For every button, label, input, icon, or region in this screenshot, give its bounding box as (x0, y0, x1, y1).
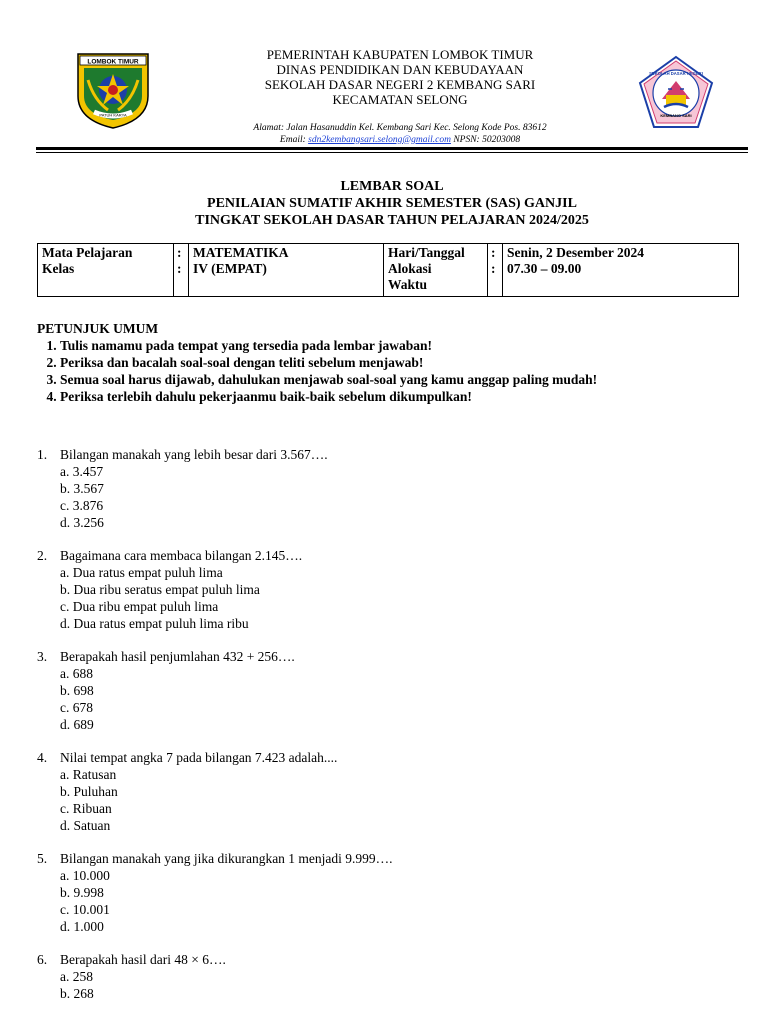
instruction-item: 3. Semua soal harus dijawab, dahulukan menjawab soal-soal yang kamu anggap paling mudah! (60, 371, 737, 388)
label-class: Kelas (42, 261, 75, 276)
value-date: Senin, 2 Desember 2024 (507, 245, 644, 260)
npsn-text: NPSN: 50203008 (453, 134, 521, 145)
question-text: Berapakah hasil dari 48 × 6…. (60, 952, 226, 967)
logo-right-top-text: SEKOLAH DASAR NEGERI (649, 71, 703, 76)
option: b. 9.998 (60, 885, 104, 900)
option: c. 3.876 (60, 498, 104, 513)
question-item (37, 951, 737, 1002)
title-line: PENILAIAN SUMATIF AKHIR SEMESTER (SAS) GANJIL (207, 196, 577, 211)
option: a. 3.457 (60, 464, 104, 479)
title-line: LEMBAR SOAL (340, 179, 444, 194)
value-class: IV (EMPAT) (193, 261, 267, 276)
school-address (200, 123, 600, 146)
title-line: TINGKAT SEKOLAH DASAR TAHUN PELAJARAN 2024/2025 (195, 213, 589, 228)
question-number: 2. (37, 548, 48, 563)
question-text: Bilangan manakah yang jika dikurangkan 1 menjadi 9.999…. (60, 851, 393, 866)
exam-info-table (37, 243, 739, 297)
option: d. Satuan (60, 818, 111, 833)
email-link[interactable]: sdn2kembangsari.selong@gmail.com (308, 134, 451, 145)
kop-line: PEMERINTAH KABUPATEN LOMBOK TIMUR (266, 47, 534, 62)
value-subject: MATEMATIKA (193, 245, 289, 260)
header-rule-thick (36, 147, 748, 150)
question-number: 4. (37, 750, 48, 765)
question-options (37, 665, 737, 733)
info-colons-left: : : (174, 244, 189, 297)
document-titles (36, 178, 748, 229)
option: c. Ribuan (60, 801, 112, 816)
kop-line: KECAMATAN SELONG (332, 92, 468, 107)
instruction-item: 4. Periksa terlebih dahulu pekerjaanmu baik-baik sebelum dikumpulkan! (60, 388, 737, 405)
instruction-item: 2. Periksa dan bacalah soal-soal dengan teliti sebelum menjawab! (60, 354, 737, 371)
question-options (37, 867, 737, 935)
question-item (37, 648, 737, 733)
school-logo (638, 55, 714, 131)
header-rule-thin (36, 152, 748, 153)
question-item (37, 850, 737, 935)
option: c. 10.001 (60, 902, 110, 917)
option: a. 688 (60, 666, 93, 681)
option: b. 3.567 (60, 481, 104, 496)
question-options (37, 463, 737, 531)
option: d. Dua ratus empat puluh lima ribu (60, 616, 249, 631)
email-label: Email: (279, 134, 306, 145)
question-number: 5. (37, 851, 48, 866)
address-line: Alamat: Jalan Hasanuddin Kel. Kembang Sari Kec. Selong Kode Pos. 83612 (253, 123, 547, 133)
contact-line (200, 135, 600, 147)
option: c. Dua ribu empat puluh lima (60, 599, 219, 614)
question-item (37, 547, 737, 632)
logo-left-bottom-text: PATUH KARYA (99, 112, 127, 118)
info-labels-left (38, 244, 174, 297)
option: b. Puluhan (60, 784, 118, 799)
option: a. Ratusan (60, 767, 117, 782)
option: d. 3.256 (60, 515, 104, 530)
question-text: Berapakah hasil penjumlahan 432 + 256…. (60, 649, 295, 664)
option: c. 678 (60, 700, 93, 715)
kop-line: SEKOLAH DASAR NEGERI 2 KEMBANG SARI (264, 77, 536, 92)
question-number: 6. (37, 952, 48, 967)
logo-left-top-text: LOMBOK TIMUR (87, 58, 139, 66)
label-subject: Mata Pelajaran (42, 245, 133, 260)
instructions-list (37, 337, 737, 405)
instruction-item: 1. Tulis namamu pada tempat yang tersedia pada lembar jawaban! (60, 337, 737, 354)
label-time: Waktu (388, 277, 428, 292)
option: a. 10.000 (60, 868, 110, 883)
question-options (37, 766, 737, 834)
option: b. 268 (60, 986, 94, 1001)
question-text: Bilangan manakah yang lebih besar dari 3.567…. (60, 447, 328, 462)
option: a. 258 (60, 969, 93, 984)
logo-right-bottom-text: KEMBANG SARI (660, 113, 692, 118)
value-time: 07.30 – 09.00 (507, 261, 582, 276)
question-item (37, 749, 737, 834)
question-item (37, 446, 737, 531)
question-options (37, 968, 737, 1002)
option: d. 1.000 (60, 919, 104, 934)
info-labels-right (384, 244, 488, 297)
instructions-heading: PETUNJUK UMUM (37, 321, 159, 336)
label-allocation: Alokasi (388, 261, 432, 276)
label-date: Hari/Tanggal (388, 245, 465, 260)
info-colons-right: : : (488, 244, 503, 297)
question-number: 3. (37, 649, 48, 664)
option: b. 698 (60, 683, 94, 698)
question-number: 1. (37, 447, 48, 462)
option: d. 689 (60, 717, 94, 732)
option: b. Dua ribu seratus empat puluh lima (60, 582, 260, 597)
info-values-right (503, 244, 739, 297)
question-text: Bagaimana cara membaca bilangan 2.145…. (60, 548, 303, 563)
question-list (37, 446, 737, 1018)
question-text: Nilai tempat angka 7 pada bilangan 7.423 adalah.... (60, 750, 338, 765)
general-instructions (37, 320, 737, 405)
question-options (37, 564, 737, 632)
letterhead (200, 47, 600, 107)
lombok-timur-logo (72, 50, 154, 130)
kop-line: DINAS PENDIDIKAN DAN KEBUDAYAAN (276, 62, 524, 77)
option: a. Dua ratus empat puluh lima (60, 565, 223, 580)
info-values-left (189, 244, 384, 297)
